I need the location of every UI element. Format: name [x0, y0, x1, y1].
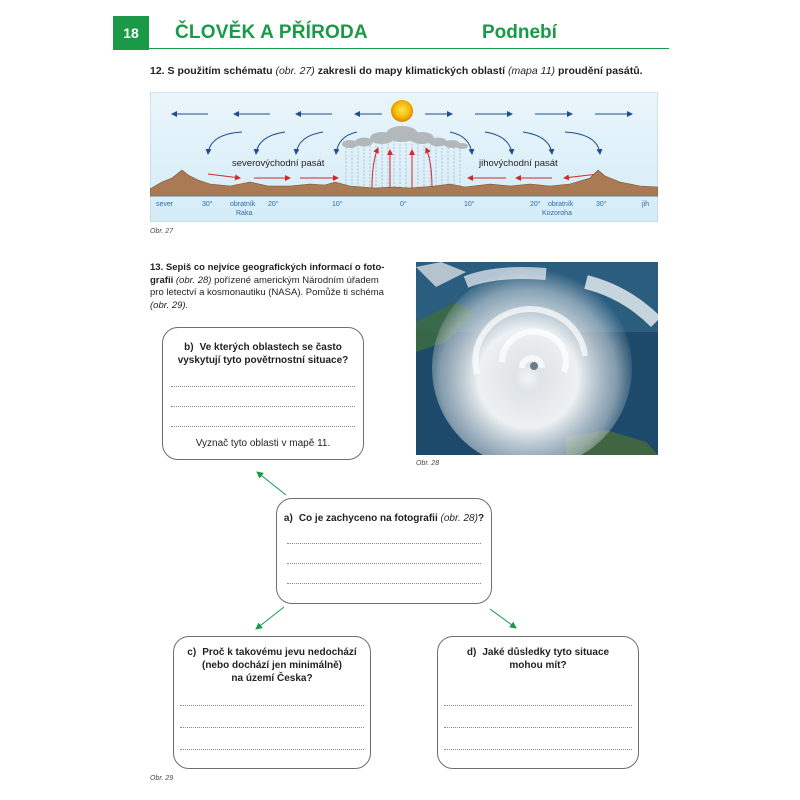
- svg-text:20°: 20°: [268, 201, 279, 208]
- svg-text:Kozoroha: Kozoroha: [542, 210, 572, 217]
- ne-trade-wind-label: severovýchodní pasát: [232, 158, 325, 169]
- question-d-box: d) Jaké důsledky tyto situace mohou mít?: [437, 636, 639, 769]
- figure-29-caption: Obr. 29: [150, 775, 174, 782]
- arrow-to-d: [490, 609, 516, 628]
- north-label: sever: [156, 201, 174, 208]
- question-a-box: a) Co je zachyceno na fotografii (obr. 28)?: [276, 498, 492, 604]
- svg-text:30°: 30°: [596, 201, 607, 208]
- svg-text:obratník: obratník: [230, 201, 256, 208]
- svg-text:10°: 10°: [332, 201, 343, 208]
- page-number: 18: [113, 16, 149, 50]
- question-b-note: Vyznač tyto oblasti v mapě 11.: [195, 438, 331, 449]
- question-b-box: b) Ve kterých oblastech se často vyskytují tyto povětrnostní situace? Vyznač tyto oblasti v mapě 11.: [162, 327, 364, 460]
- task-number: 12.: [150, 65, 165, 77]
- task-13: 13. Sepiš co nejvíce geografických informací o foto- grafii (obr. 28) pořízené americkým Národním úřadem pro letectví a kosmonautiku (NASA). Pomůže ti schéma (obr. 29).: [150, 262, 385, 311]
- svg-text:10°: 10°: [464, 201, 475, 208]
- svg-text:Raka: Raka: [236, 210, 253, 217]
- se-trade-wind-label: jihovýchodní pasát: [479, 158, 558, 169]
- figure-28-caption: Obr. 28: [416, 460, 440, 467]
- south-label: jih: [642, 201, 650, 208]
- svg-text:20°: 20°: [530, 201, 541, 208]
- arrow-to-c: [256, 607, 284, 629]
- question-c-box: c) Proč k takovému jevu nedochází (nebo dochází jen minimálně) na území Česka?: [173, 636, 371, 769]
- topic-title: Podnebí: [482, 22, 557, 43]
- svg-text:30°: 30°: [202, 201, 213, 208]
- task-12: 12. S použitím schématu (obr. 27) zakresli do mapy klimatických oblastí (mapa 11) proudění pasátů.: [150, 65, 643, 77]
- chapter-title: ČLOVĚK A PŘÍRODA: [175, 22, 368, 43]
- figure-27-caption: Obr. 27: [150, 228, 174, 235]
- svg-text:obratník: obratník: [548, 201, 574, 208]
- arrow-to-b: [257, 472, 286, 495]
- svg-text:0°: 0°: [400, 201, 407, 208]
